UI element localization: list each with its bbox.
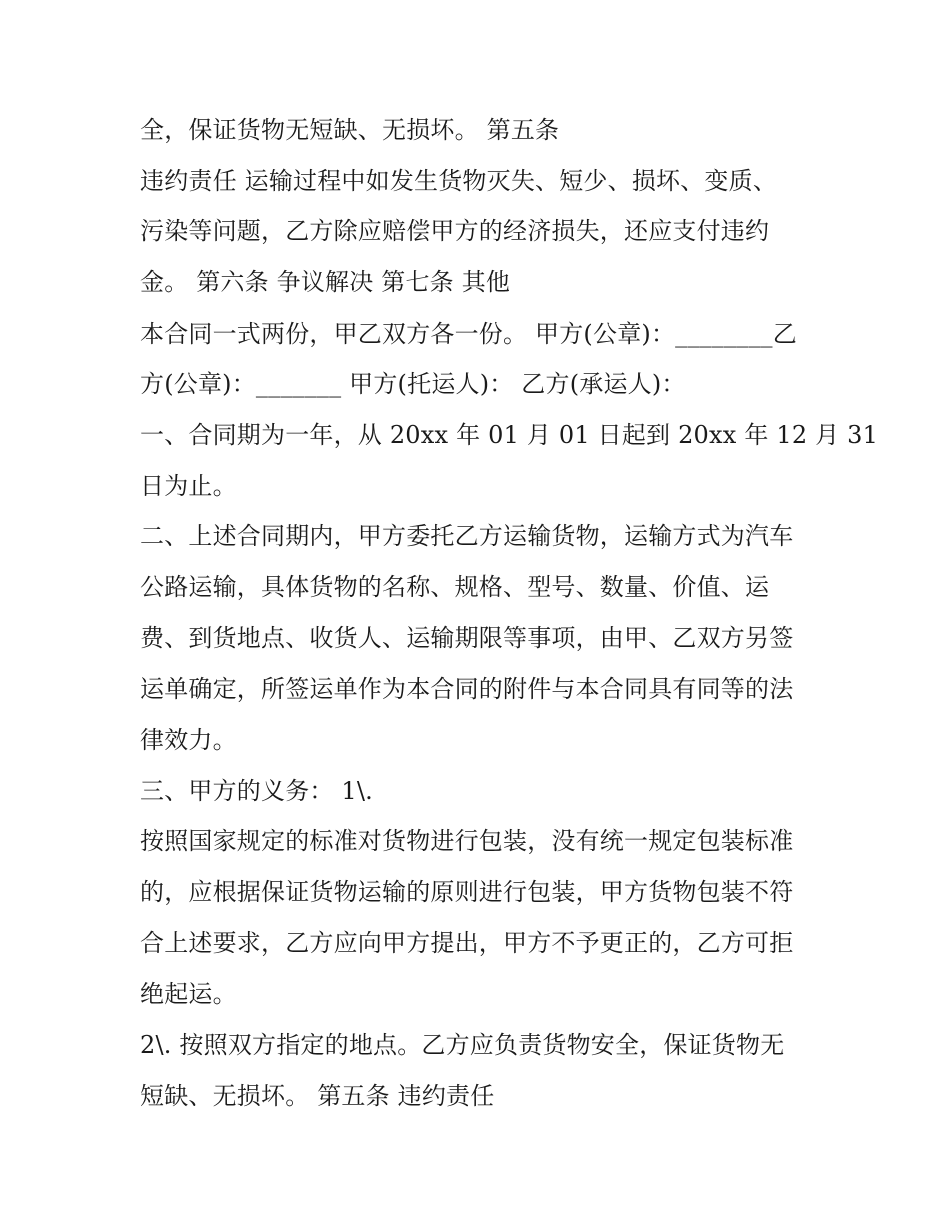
text-line: 绝起运。 (140, 980, 237, 1008)
text-line: 日为止。 (140, 472, 237, 500)
text-line: 污染等问题，乙方除应赔偿甲方的经济损失，还应支付违约 (140, 217, 770, 245)
text-line: 按照国家规定的标准对货物进行包装，没有统一规定包装标准 (140, 827, 794, 855)
text-line: 三、甲方的义务： 1\. (140, 777, 374, 805)
text-line: 违约责任 运输过程中如发生货物灭失、短少、损坏、变质、 (140, 167, 778, 195)
text-line: 一、合同期为一年，从 20xx 年 01 月 01 日起到 20xx 年 12 月 31 (140, 421, 879, 449)
text-line: 的，应根据保证货物运输的原则进行包装，甲方货物包装不符 (140, 878, 794, 906)
text-line: 全，保证货物无短缺、无损坏。 第五条 (140, 116, 560, 144)
text-line: 方(公章)：_______ 甲方(托运人)： 乙方(承运人)： (140, 370, 686, 398)
text-line: 二、上述合同期内，甲方委托乙方运输货物，运输方式为汽车 (140, 522, 794, 550)
text-line: 费、到货地点、收货人、运输期限等事项，由甲、乙双方另签 (140, 624, 794, 652)
text-line: 2\. 按照双方指定的地点。乙方应负责货物安全，保证货物无 (140, 1031, 785, 1059)
text-line: 短缺、无损坏。 第五条 违约责任 (140, 1082, 495, 1110)
text-line: 本合同一式两份，甲乙双方各一份。 甲方(公章)：________乙 (140, 320, 797, 348)
text-line: 金。 第六条 争议解决 第七条 其他 (140, 268, 511, 296)
text-line: 运单确定，所签运单作为本合同的附件与本合同具有同等的法 (140, 675, 794, 703)
text-line: 合上述要求，乙方应向甲方提出，甲方不予更正的，乙方可拒 (140, 929, 794, 957)
text-line: 律效力。 (140, 726, 237, 754)
text-line: 公路运输，具体货物的名称、规格、型号、数量、价值、运 (140, 573, 770, 601)
